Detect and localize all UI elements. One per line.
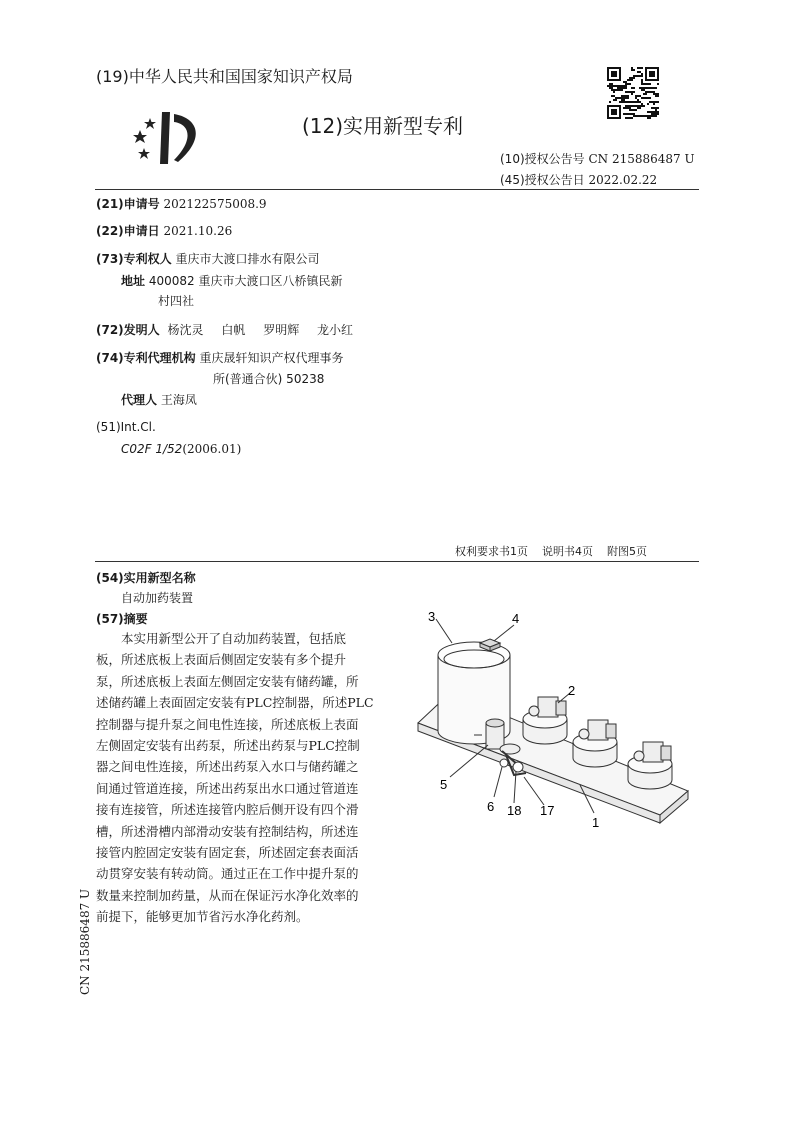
- address-line1: 400082 重庆市大渡口区八桥镇民新: [148, 274, 343, 288]
- abstract-line: 间通过管道连接，所述出药泵出水口通过管道连: [96, 780, 359, 796]
- name-label: (54)实用新型名称: [96, 571, 196, 585]
- utility-model-name-label: [96, 569, 196, 586]
- address: [121, 272, 342, 289]
- application-number: [96, 195, 267, 212]
- cnipa-logo-icon: [128, 104, 210, 168]
- abstract-line: 左侧固定安装有出药泵，所述出药泵与PLC控制: [96, 738, 360, 753]
- abstract-line: 述储药罐上表面固定安装有PLC控制器，所述PLC: [96, 695, 374, 711]
- abstract-line: 动贯穿安装有转动筒。通过正在工作中提升泵的: [96, 866, 359, 882]
- abstract-label: [96, 610, 148, 627]
- abstract-label-text: (57)摘要: [96, 612, 148, 626]
- abstract-line: 本实用新型公开了自动加药装置，包括底: [121, 631, 347, 646]
- utility-model-name: 自动加药装置: [121, 591, 194, 605]
- lift-pump: [628, 742, 672, 789]
- app-date-value: 2021.10.26: [163, 224, 233, 238]
- inventor-name: 龙小红: [317, 323, 354, 337]
- patent-agency: [96, 349, 344, 366]
- inventors-label: (72)发明人: [96, 323, 160, 337]
- abstract-line: 数量来控制加药量，从而在保证污水净化效率的: [96, 887, 359, 903]
- abstract-line: 接有连接管，所述连接管内腔后侧开设有四个滑: [96, 802, 359, 818]
- agent-value: 王海凤: [160, 393, 197, 407]
- publication-number: [500, 150, 695, 167]
- figure-label: 4: [512, 611, 520, 626]
- inventor-name: 杨沈灵: [167, 323, 204, 337]
- pages-note: 权利要求书1页 说明书4页 附图5页: [455, 545, 647, 558]
- figure-label: 18: [507, 803, 522, 818]
- inventor-name: 罗明辉: [263, 323, 300, 337]
- inventor-name: 白帆: [221, 323, 246, 337]
- owner-value: 重庆市大渡口排水有限公司: [175, 252, 320, 266]
- publication-date: [500, 171, 657, 188]
- patent-owner: [96, 250, 320, 267]
- ipc-label: (51)Int.Cl.: [96, 420, 156, 434]
- agency-line2: 所(普通合伙) 50238: [213, 372, 325, 386]
- figure-label: 5: [440, 777, 448, 792]
- address-line2: 村四社: [158, 294, 195, 308]
- abstract-line: 控制器与提升泵之间电性连接，所述底板上表面: [96, 716, 359, 732]
- pub-no-label: (10)授权公告号: [500, 152, 585, 166]
- pub-no-value: CN 215886487 U: [588, 152, 695, 166]
- abstract-line: 泵，所述底板上表面左侧固定安装有储药罐，所: [96, 673, 359, 689]
- ipc-version: (2006.01): [182, 442, 242, 456]
- pages-rule: [95, 561, 699, 562]
- ipc-classification: [121, 442, 241, 456]
- document-type: (12)实用新型专利: [302, 114, 464, 138]
- abstract-line: 槽，所述滑槽内部滑动安装有控制结构，所述连: [96, 823, 359, 839]
- address-label: 地址: [121, 274, 146, 288]
- app-no-value: 202122575008.9: [163, 197, 267, 211]
- agency-label: (74)专利代理机构: [96, 351, 196, 365]
- inventors: [96, 321, 353, 338]
- figure-label: 6: [487, 799, 495, 814]
- app-no-label: (21)申请号: [96, 197, 160, 211]
- figure-label: 17: [540, 803, 555, 818]
- side-publication-code: CN 215886487 U: [78, 888, 92, 995]
- lift-pump: [523, 697, 567, 744]
- agent-label: 代理人: [121, 393, 158, 407]
- agent: [121, 391, 197, 408]
- owner-label: (73)专利权人: [96, 252, 172, 266]
- lift-pump: [573, 720, 617, 767]
- device-figure: [410, 605, 700, 840]
- app-date-label: (22)申请日: [96, 224, 160, 238]
- qr-code-icon: [607, 67, 659, 119]
- figure-label: 3: [428, 609, 436, 624]
- ipc-code: C02F 1/52: [121, 442, 183, 456]
- agency-line1: 重庆晟轩知识产权代理事务: [199, 351, 344, 365]
- abstract-line: 接管内腔固定安装有固定套，所述固定套表面活: [96, 845, 359, 860]
- figure-label: 2: [568, 683, 576, 698]
- abstract-line: 器之间电性连接，所述出药泵入水口与储药罐之: [96, 759, 359, 775]
- application-date: [96, 222, 232, 239]
- header-rule: [95, 189, 699, 190]
- pub-date-value: 2022.02.22: [588, 173, 658, 187]
- figure-label: 1: [592, 815, 600, 830]
- office-name: (19)中华人民共和国国家知识产权局: [96, 67, 353, 86]
- abstract-line: 板，所述底板上表面后侧固定安装有多个提升: [96, 652, 347, 668]
- abstract-line: 前提下，能够更加节省污水净化药剂。: [96, 909, 309, 925]
- pub-date-label: (45)授权公告日: [500, 173, 585, 187]
